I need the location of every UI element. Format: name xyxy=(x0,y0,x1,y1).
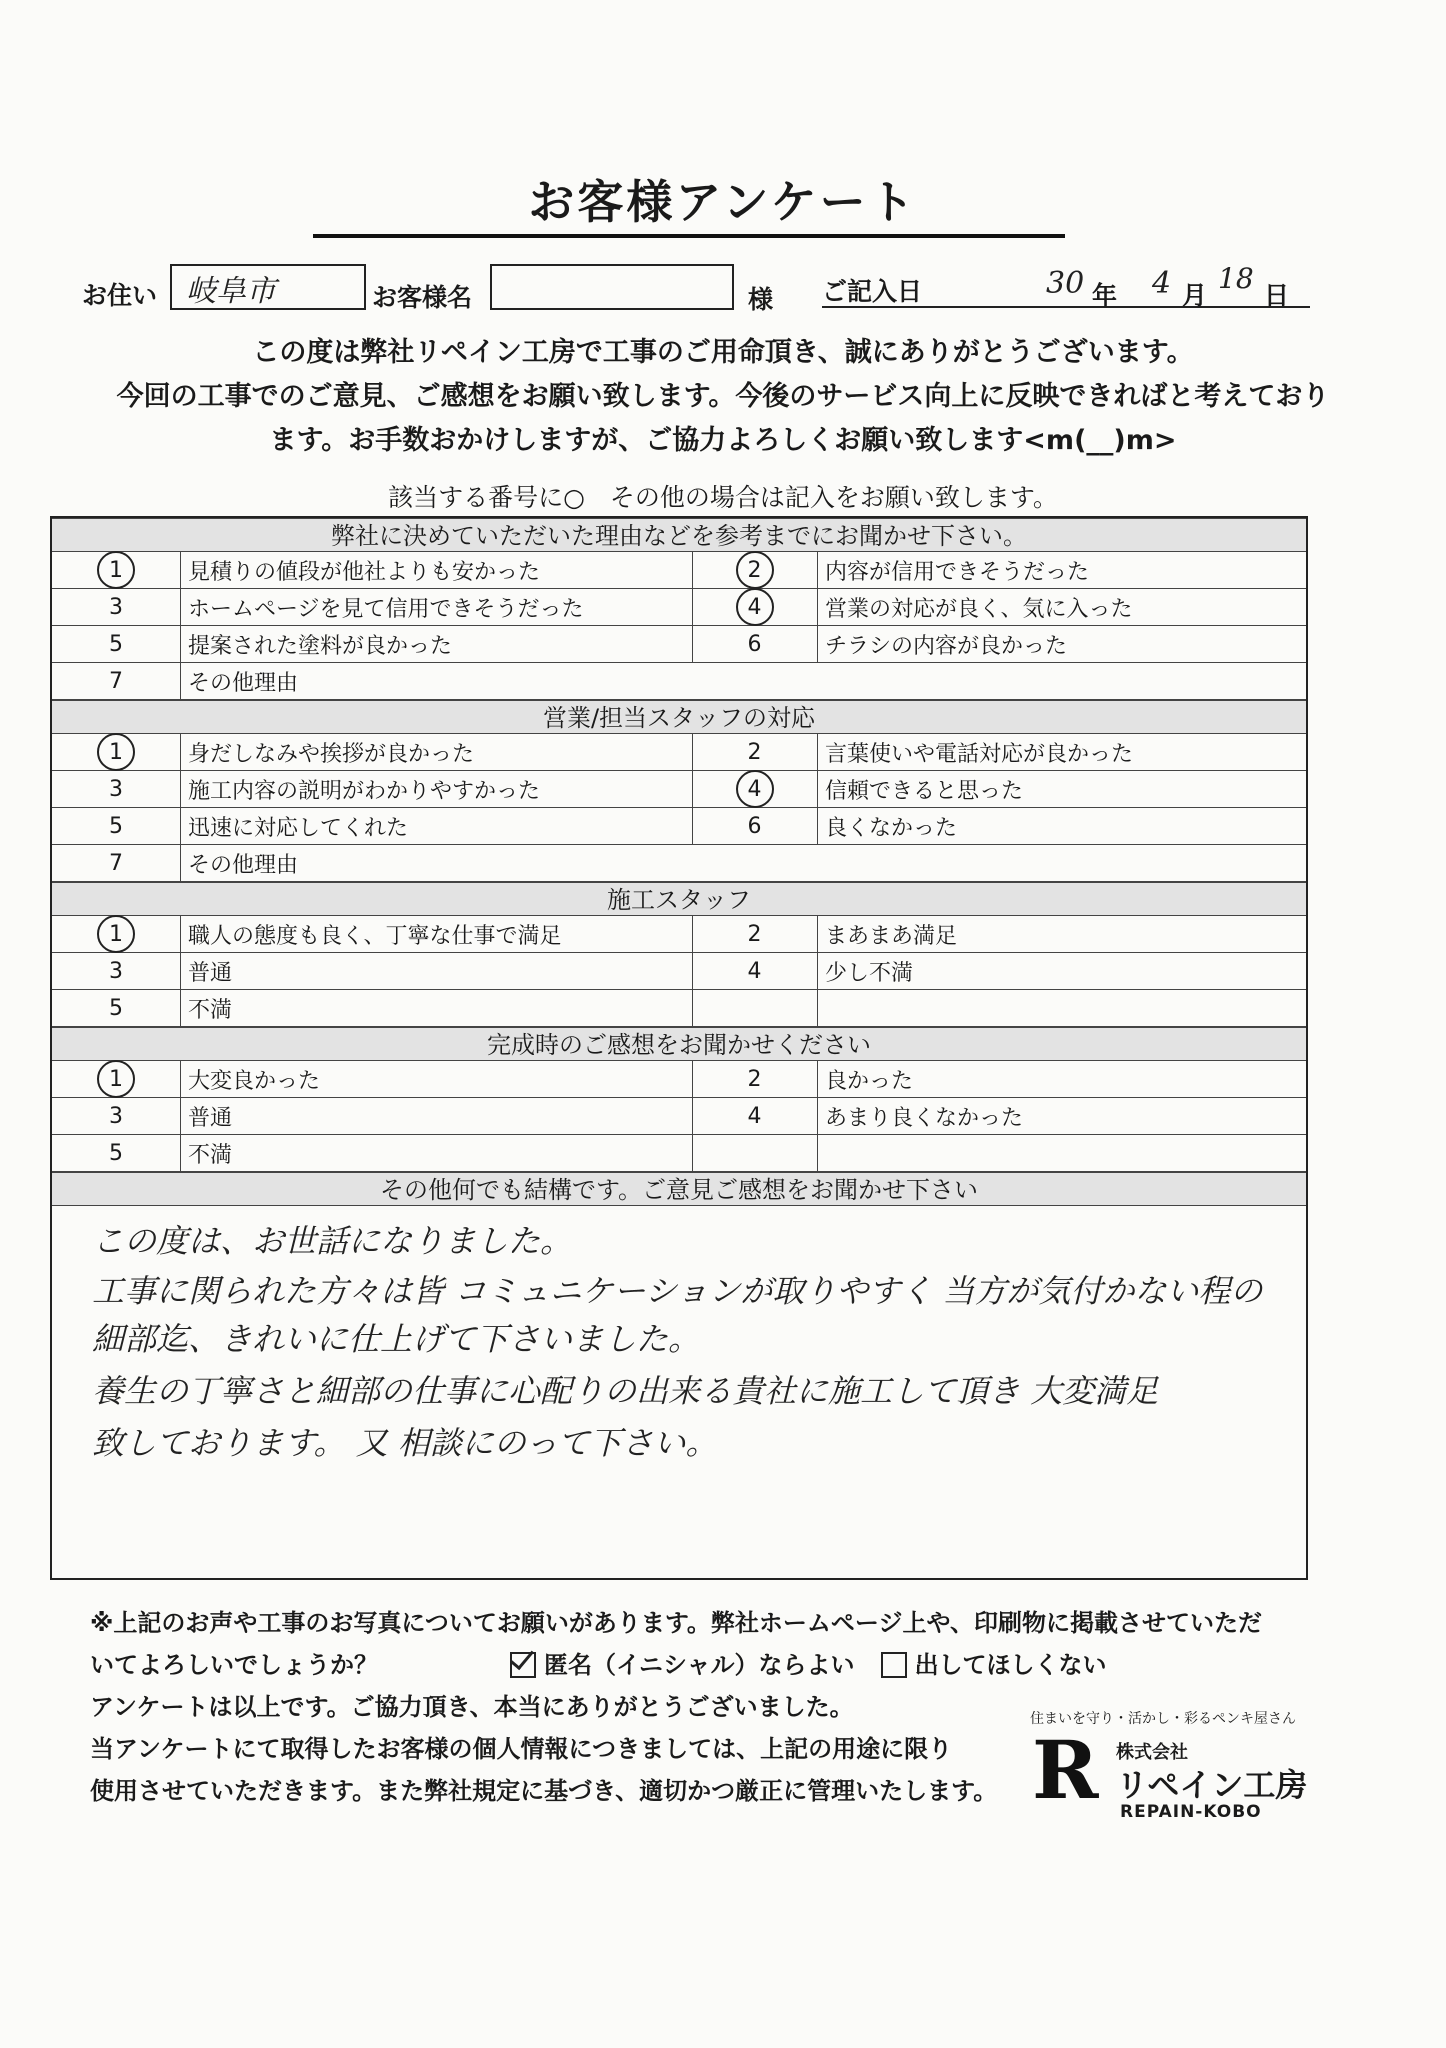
section-heading: 施工スタッフ xyxy=(52,882,1306,916)
option-number[interactable] xyxy=(692,771,817,807)
option-label xyxy=(817,1098,1306,1134)
option-label-text: 少し不満 xyxy=(825,960,914,986)
option-label-text: まあまあ満足 xyxy=(825,923,958,949)
option-number[interactable] xyxy=(692,916,817,952)
option-number[interactable] xyxy=(692,990,817,1026)
survey-row xyxy=(52,552,1306,589)
option-number-text: 2 xyxy=(747,739,762,765)
survey-row xyxy=(52,916,1306,953)
option-label-text: ホームページを見て信用できそうだった xyxy=(188,596,584,622)
option-number[interactable] xyxy=(692,552,817,588)
option-label xyxy=(817,1135,1306,1171)
option-number[interactable] xyxy=(52,916,180,952)
column-divider xyxy=(180,845,181,881)
date-year-value: 30 xyxy=(1046,266,1085,301)
page-title: お客様アンケート xyxy=(528,175,918,229)
column-divider xyxy=(180,552,181,588)
option-number-text: 1 xyxy=(97,733,135,771)
logo-r-mark-icon: R xyxy=(1032,1723,1099,1817)
option-label xyxy=(817,1061,1306,1097)
option-label-text: 迅速に対応してくれた xyxy=(188,815,409,841)
option-number-text: 6 xyxy=(747,813,762,839)
option-number[interactable] xyxy=(692,626,817,662)
option-number[interactable] xyxy=(52,845,180,881)
option-number-text: 4 xyxy=(747,1103,762,1129)
anonymous-checkbox[interactable] xyxy=(510,1652,536,1678)
column-divider xyxy=(817,990,818,1026)
option-number-text: 7 xyxy=(109,668,123,694)
option-number[interactable] xyxy=(52,552,180,588)
privacy-line-1: 当アンケートにて取得したお客様の個人情報につきましては、上記の用途に限り xyxy=(90,1735,953,1763)
option-label-text: 職人の態度も良く、丁寧な仕事で満足 xyxy=(188,923,562,949)
option-number-text: 3 xyxy=(109,776,123,802)
year-unit: 年 xyxy=(1092,281,1118,310)
section-heading: 営業/担当スタッフの対応 xyxy=(52,700,1306,734)
column-divider xyxy=(817,916,818,952)
option-label-text: 普通 xyxy=(188,960,233,986)
option-label xyxy=(180,1098,692,1134)
column-divider xyxy=(817,1061,818,1097)
option-label-text: 施工内容の説明がわかりやすかった xyxy=(188,778,541,804)
column-divider xyxy=(817,953,818,989)
no-publish-option-label: 出してほしくない xyxy=(914,1651,1107,1679)
column-divider xyxy=(180,953,181,989)
column-divider xyxy=(692,626,693,662)
option-label xyxy=(817,589,1306,625)
option-label-text: 見積りの値段が他社よりも安かった xyxy=(188,559,541,585)
option-number[interactable] xyxy=(692,1135,817,1171)
option-number[interactable] xyxy=(692,1061,817,1097)
column-divider xyxy=(692,589,693,625)
survey-row xyxy=(52,1061,1306,1098)
date-day-value: 18 xyxy=(1218,262,1254,295)
comment-area[interactable] xyxy=(52,1206,1306,1578)
option-label xyxy=(817,953,1306,989)
option-number-text: 5 xyxy=(109,813,123,839)
survey-row xyxy=(52,808,1306,845)
option-label-text: 提案された塗料が良かった xyxy=(188,633,453,659)
option-number-text: 5 xyxy=(109,1140,123,1166)
option-label-text: チラシの内容が良かった xyxy=(825,633,1068,659)
logo-company-name: リペイン工房 xyxy=(1116,1766,1308,1804)
option-number[interactable] xyxy=(52,990,180,1026)
column-divider xyxy=(180,1098,181,1134)
anonymous-option-label: 匿名（イニシャル）ならよい xyxy=(544,1651,855,1679)
column-divider xyxy=(180,808,181,844)
logo-romaji: REPAIN-KOBO xyxy=(1120,1802,1262,1822)
comment-line: 工事に関られた方々は皆 コミュニケーションが取りやすく 当方が気付かない程の xyxy=(92,1272,1263,1310)
option-label-text: 良くなかった xyxy=(825,815,958,841)
survey-row xyxy=(52,1098,1306,1135)
option-number[interactable] xyxy=(52,589,180,625)
option-label xyxy=(180,663,1306,699)
column-divider xyxy=(180,1135,181,1171)
column-divider xyxy=(817,1098,818,1134)
option-number[interactable] xyxy=(692,1098,817,1134)
column-divider xyxy=(817,552,818,588)
option-number-text: 2 xyxy=(736,551,774,589)
option-label xyxy=(180,626,692,662)
column-divider xyxy=(692,734,693,770)
option-label-text: 身だしなみや挨拶が良かった xyxy=(188,741,475,767)
option-label xyxy=(180,916,692,952)
title-underline xyxy=(313,234,1065,238)
column-divider xyxy=(817,808,818,844)
option-label xyxy=(817,916,1306,952)
survey-table xyxy=(50,516,1308,1580)
date-label: ご記入日 xyxy=(822,277,923,306)
option-number[interactable] xyxy=(52,663,180,699)
intro-line-1: この度は弊社リペイン工房で工事のご用命頂き、誠にありがとうございます。 xyxy=(252,337,1194,368)
option-number[interactable] xyxy=(52,1135,180,1171)
option-label xyxy=(180,990,692,1026)
column-divider xyxy=(817,626,818,662)
column-divider xyxy=(817,734,818,770)
option-label-text: 普通 xyxy=(188,1105,233,1131)
survey-row xyxy=(52,626,1306,663)
company-logo xyxy=(1030,1708,1330,1828)
column-divider xyxy=(692,953,693,989)
option-label xyxy=(180,1061,692,1097)
option-number-text: 3 xyxy=(109,594,123,620)
column-divider xyxy=(180,626,181,662)
option-label-text: その他理由 xyxy=(188,670,299,696)
request-options-row xyxy=(90,1644,1290,1686)
comment-line: 細部迄、きれいに仕上げて下さいました。 xyxy=(92,1320,701,1358)
column-divider xyxy=(692,916,693,952)
option-number-text: 2 xyxy=(747,1066,762,1092)
option-number[interactable] xyxy=(52,1061,180,1097)
option-number[interactable] xyxy=(52,1098,180,1134)
name-label: お客様名 xyxy=(372,283,473,312)
option-label xyxy=(817,552,1306,588)
address-field[interactable] xyxy=(170,264,366,310)
option-number-text: 5 xyxy=(109,631,123,657)
option-label-text: 不満 xyxy=(188,1142,233,1168)
comment-line: この度は、お世話になりました。 xyxy=(92,1222,573,1260)
column-divider xyxy=(692,771,693,807)
column-divider xyxy=(692,552,693,588)
option-label xyxy=(817,626,1306,662)
comment-line: 養生の丁寧さと細部の仕事に心配りの出来る貴社に施工して頂き 大変満足 xyxy=(92,1372,1159,1410)
option-number[interactable] xyxy=(52,626,180,662)
survey-row xyxy=(52,845,1306,882)
option-number[interactable] xyxy=(52,808,180,844)
option-label xyxy=(180,1135,692,1171)
intro-line-3: ます。お手数おかけしますが、ご協力よろしくお願い致します<m(__)m> xyxy=(269,425,1177,456)
option-label xyxy=(180,734,692,770)
column-divider xyxy=(692,1061,693,1097)
survey-row xyxy=(52,771,1306,808)
survey-row xyxy=(52,990,1306,1027)
column-divider xyxy=(817,771,818,807)
option-label xyxy=(180,808,692,844)
option-number-text: 7 xyxy=(109,850,123,876)
option-label-text: 言葉使いや電話対応が良かった xyxy=(825,741,1134,767)
option-number-text: 4 xyxy=(736,770,774,808)
column-divider xyxy=(692,808,693,844)
no-publish-checkbox[interactable] xyxy=(881,1652,907,1678)
option-label-text: 営業の対応が良く、気に入った xyxy=(825,596,1133,622)
survey-row xyxy=(52,589,1306,626)
section-heading: 弊社に決めていただいた理由などを参考までにお聞かせ下さい。 xyxy=(52,518,1306,552)
comment-heading: その他何でも結構です。ご意見ご感想をお聞かせ下さい xyxy=(52,1172,1306,1206)
option-label-text: 良かった xyxy=(825,1068,914,1094)
option-label-text: その他理由 xyxy=(188,852,299,878)
option-number-text: 4 xyxy=(747,958,762,984)
option-number[interactable] xyxy=(52,953,180,989)
option-number-text: 3 xyxy=(109,958,123,984)
column-divider xyxy=(180,771,181,807)
survey-row xyxy=(52,1135,1306,1172)
logo-company-type: 株式会社 xyxy=(1116,1742,1188,1763)
option-number[interactable] xyxy=(692,953,817,989)
intro-line-2: 今回の工事でのご意見、ご感想をお願い致します。今後のサービス向上に反映できればと考えており xyxy=(116,381,1330,412)
option-number-text: 1 xyxy=(97,551,135,589)
privacy-line-2: 使用させていただきます。また弊社規定に基づき、適切かつ厳正に管理いたします。 xyxy=(90,1777,998,1805)
column-divider xyxy=(692,990,693,1026)
option-number-text: 6 xyxy=(747,631,762,657)
column-divider xyxy=(180,916,181,952)
request-line-1: ※上記のお声や工事のお写真についてお願いがあります。弊社ホームページ上や、印刷物に掲載させていただ xyxy=(90,1609,1262,1637)
option-label xyxy=(817,771,1306,807)
option-number-text: 5 xyxy=(109,995,123,1021)
day-unit: 日 xyxy=(1264,281,1290,310)
survey-row xyxy=(52,663,1306,700)
option-number[interactable] xyxy=(52,734,180,770)
name-field[interactable] xyxy=(490,264,734,310)
thanks-text: アンケートは以上です。ご協力頂き、本当にありがとうございました。 xyxy=(90,1693,854,1721)
column-divider xyxy=(692,1098,693,1134)
survey-row xyxy=(52,734,1306,771)
column-divider xyxy=(180,990,181,1026)
option-number-text: 2 xyxy=(747,921,762,947)
option-label xyxy=(817,990,1306,1026)
column-divider xyxy=(692,1135,693,1171)
option-label xyxy=(180,771,692,807)
instruction-text: 該当する番号に○ その他の場合は記入をお願い致します。 xyxy=(388,483,1058,512)
option-label xyxy=(817,808,1306,844)
option-label xyxy=(817,734,1306,770)
option-number-text: 3 xyxy=(109,1103,123,1129)
option-label-text: あまり良くなかった xyxy=(825,1105,1024,1131)
option-label-text: 信頼できると思った xyxy=(825,778,1024,804)
option-number-text: 4 xyxy=(736,588,774,626)
column-divider xyxy=(180,663,181,699)
option-number[interactable] xyxy=(692,734,817,770)
option-label xyxy=(180,589,692,625)
date-underline xyxy=(822,306,1310,308)
address-label: お住い xyxy=(82,281,158,310)
option-number[interactable] xyxy=(692,808,817,844)
month-unit: 月 xyxy=(1182,281,1208,310)
option-label-text: 不満 xyxy=(188,997,233,1023)
section-heading: 完成時のご感想をお聞かせください xyxy=(52,1027,1306,1061)
column-divider xyxy=(180,1061,181,1097)
honorific-label: 様 xyxy=(748,285,774,314)
option-label-text: 内容が信用できそうだった xyxy=(825,559,1090,585)
option-label xyxy=(180,953,692,989)
column-divider xyxy=(817,589,818,625)
request-line-2: いてよろしいでしょうか？ xyxy=(90,1651,378,1679)
column-divider xyxy=(180,734,181,770)
option-label xyxy=(180,845,1306,881)
date-month-value: 4 xyxy=(1152,266,1172,301)
option-number[interactable] xyxy=(52,771,180,807)
option-number[interactable] xyxy=(692,589,817,625)
address-value: 岐阜市 xyxy=(186,274,276,309)
column-divider xyxy=(180,589,181,625)
option-label-text: 大変良かった xyxy=(188,1068,321,1094)
logo-tagline: 住まいを守り・活かし・彩るペンキ屋さん xyxy=(1030,1711,1296,1727)
option-number-text: 1 xyxy=(97,1060,135,1098)
option-label xyxy=(180,552,692,588)
column-divider xyxy=(817,1135,818,1171)
option-number-text: 1 xyxy=(97,915,135,953)
comment-line: 致しております。 又 相談にのって下さい。 xyxy=(92,1424,718,1462)
survey-row xyxy=(52,953,1306,990)
